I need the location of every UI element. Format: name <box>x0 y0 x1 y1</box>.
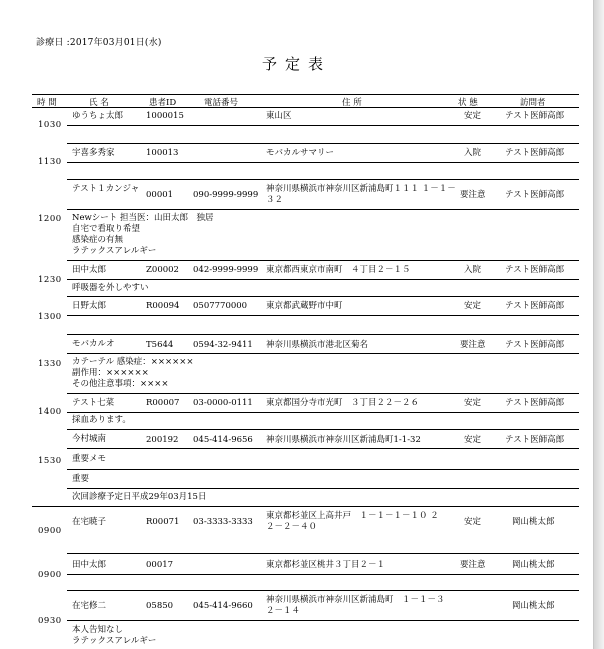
record-row <box>32 262 579 297</box>
row-divider <box>67 620 579 621</box>
record-patient-id: 05850 <box>146 601 174 611</box>
record-divider <box>67 143 579 144</box>
record-phone: 03-3333-3333 <box>193 517 253 527</box>
record-note: Newシート 担当医：山田太郎 独居 <box>72 213 214 223</box>
record-row <box>32 181 579 261</box>
record-doctor: テスト医師高郎 <box>505 340 565 350</box>
record-note: 重要 <box>72 474 90 484</box>
record-address: 神奈川県横浜市港北区菊名 <box>266 340 369 350</box>
record-address: 東京都杉並区上高井戸 １－１－１－１０ ２ ２－２－４０ <box>266 511 448 532</box>
record-doctor: 岡山桃太郎 <box>512 601 555 611</box>
header-doctor: 訪問者 <box>520 98 546 108</box>
record-time: 0930 <box>38 616 62 626</box>
record-row <box>32 555 579 591</box>
record-note: その他注意事項：×××× <box>72 379 169 389</box>
record-name: 今村城南 <box>72 434 107 444</box>
record-doctor: テスト医師高郎 <box>505 148 565 158</box>
record-status: 入院 <box>464 265 482 275</box>
record-divider <box>67 179 579 180</box>
record-patient-id: Z00002 <box>146 265 179 275</box>
record-status: 安定 <box>464 398 482 408</box>
row-divider <box>67 162 579 163</box>
record-name: ゆうちょ太郎 <box>72 111 124 121</box>
record-name: テスト七菜 <box>72 398 115 408</box>
record-time: 0900 <box>38 570 62 580</box>
record-address: 東京都西東京市南町 ４丁目２－１５ <box>266 265 411 275</box>
record-note: カテーテル 感染症：×××××× <box>72 357 194 367</box>
record-divider <box>67 429 579 430</box>
record-time: 1530 <box>38 456 62 466</box>
record-time: 1130 <box>38 157 62 167</box>
record-name: モバカルオ <box>72 339 115 349</box>
row-divider <box>67 574 579 575</box>
header-status: 状 態 <box>458 98 478 108</box>
record-address: 神奈川県横浜市神奈川区新浦島町1-1-32 <box>266 435 421 445</box>
record-address: 東京都国分寺市光町 ３丁目２２－２６ <box>266 398 420 408</box>
record-note: 副作用：×××××× <box>72 368 149 378</box>
record-status: 安定 <box>464 301 482 311</box>
record-patient-id: 00001 <box>146 190 174 200</box>
record-row <box>32 298 579 335</box>
header-patient-id: 患者ID <box>149 98 177 108</box>
record-phone: 042-9999-9999 <box>193 265 259 275</box>
record-doctor: テスト医師高郎 <box>505 301 565 311</box>
record-status: 安定 <box>464 111 482 121</box>
record-note: ラテックスアレルギー <box>72 246 157 256</box>
record-time: 1230 <box>38 275 62 285</box>
record-name: 在宅修二 <box>72 601 107 611</box>
record-name: 日野太郎 <box>72 301 107 311</box>
record-note: 採血あります。 <box>72 415 131 425</box>
record-note: 感染症の有無 <box>72 235 124 245</box>
record-row <box>32 431 579 507</box>
record-status: 要注意 <box>460 560 486 570</box>
row-divider <box>67 315 579 316</box>
row-divider <box>67 279 579 280</box>
record-note: ラテックスアレルギー <box>72 636 157 646</box>
record-time: 1030 <box>38 120 62 130</box>
record-time: 1330 <box>38 359 62 369</box>
record-doctor: テスト医師高郎 <box>505 111 565 121</box>
record-time: 0900 <box>38 526 62 536</box>
record-phone: 045-414-9660 <box>193 601 253 611</box>
record-status: 安定 <box>464 517 482 527</box>
record-doctor: テスト医師高郎 <box>505 265 565 275</box>
record-time: 1400 <box>38 407 62 417</box>
record-patient-id: 100013 <box>146 148 179 158</box>
page-title: 予定表 <box>261 55 331 73</box>
record-status: 要注意 <box>460 190 486 200</box>
record-patient-id: T5644 <box>146 340 174 350</box>
record-row <box>32 395 579 430</box>
record-note: 呼吸器を外しやすい <box>72 283 149 293</box>
record-name: 在宅暁子 <box>72 517 107 527</box>
record-phone: 0507770000 <box>193 301 248 311</box>
record-doctor: 岡山桃太郎 <box>512 517 555 527</box>
record-divider <box>67 590 579 591</box>
record-note: 自宅で看取り希望 <box>72 224 141 234</box>
record-status: 入院 <box>464 148 482 158</box>
record-doctor: テスト医師高郎 <box>505 435 565 445</box>
record-row <box>32 592 579 649</box>
record-time: 1300 <box>38 312 62 322</box>
record-patient-id: R00094 <box>146 301 180 311</box>
row-divider <box>67 448 579 449</box>
page-shadow <box>594 0 604 649</box>
table-header <box>32 94 579 108</box>
record-phone: 0594-32-9411 <box>193 340 253 350</box>
record-divider <box>67 334 579 335</box>
record-patient-id: 200192 <box>146 435 179 445</box>
record-name: テスト１カンジャ <box>72 184 140 194</box>
row-divider <box>67 469 579 470</box>
header-name: 氏 名 <box>89 98 109 108</box>
record-divider <box>67 553 579 554</box>
record-row <box>32 508 579 554</box>
exam-date: 診療日 :2017年03月01日(水) <box>36 38 162 48</box>
record-address: 東山区 <box>266 111 292 121</box>
record-status: 要注意 <box>460 340 486 350</box>
record-divider <box>32 506 579 507</box>
record-note: 次回診療予定日平成29年03月15日 <box>72 492 207 502</box>
record-row <box>32 145 579 180</box>
row-divider <box>67 488 579 489</box>
record-name: 田中太郎 <box>72 265 107 275</box>
record-note: 重要メモ <box>72 454 107 464</box>
record-note: 本人告知なし <box>72 625 124 635</box>
header-phone: 電話番号 <box>204 98 239 108</box>
record-time: 1200 <box>38 214 62 224</box>
header-time: 時 間 <box>37 98 57 108</box>
record-patient-id: R00007 <box>146 398 180 408</box>
record-divider <box>67 260 579 261</box>
row-divider <box>67 125 579 126</box>
row-divider <box>67 412 579 413</box>
header-address: 住 所 <box>342 98 362 108</box>
record-address: 神奈川県横浜市神奈川区新浦島町１１１ １－１－３２ <box>266 184 456 205</box>
record-doctor: テスト医師高郎 <box>505 190 565 200</box>
record-divider <box>67 393 579 394</box>
record-name: 田中太郎 <box>72 560 107 570</box>
record-phone: 03-0000-0111 <box>193 398 253 408</box>
record-doctor: テスト医師高郎 <box>505 398 565 408</box>
record-phone: 045-414-9656 <box>193 435 253 445</box>
row-divider <box>67 353 579 354</box>
record-doctor: 岡山桃太郎 <box>512 560 555 570</box>
record-row <box>32 108 579 144</box>
record-address: モバカルサマリー <box>266 148 335 158</box>
record-patient-id: 1000015 <box>146 111 184 121</box>
record-divider <box>67 296 579 297</box>
record-address: 東京都杉並区桃井３丁目２－１ <box>266 560 386 570</box>
record-row <box>32 336 579 394</box>
record-patient-id: R00071 <box>146 517 180 527</box>
record-phone: 090-9999-9999 <box>193 190 259 200</box>
record-patient-id: 00017 <box>146 560 174 570</box>
record-status: 安定 <box>464 435 482 445</box>
record-address: 東京都武蔵野市中町 <box>266 301 343 311</box>
record-address: 神奈川県横浜市神奈川区新浦島町 １－１－３２－１４ <box>266 595 445 616</box>
row-divider <box>67 209 579 210</box>
record-name: 宇喜多秀家 <box>72 148 115 158</box>
